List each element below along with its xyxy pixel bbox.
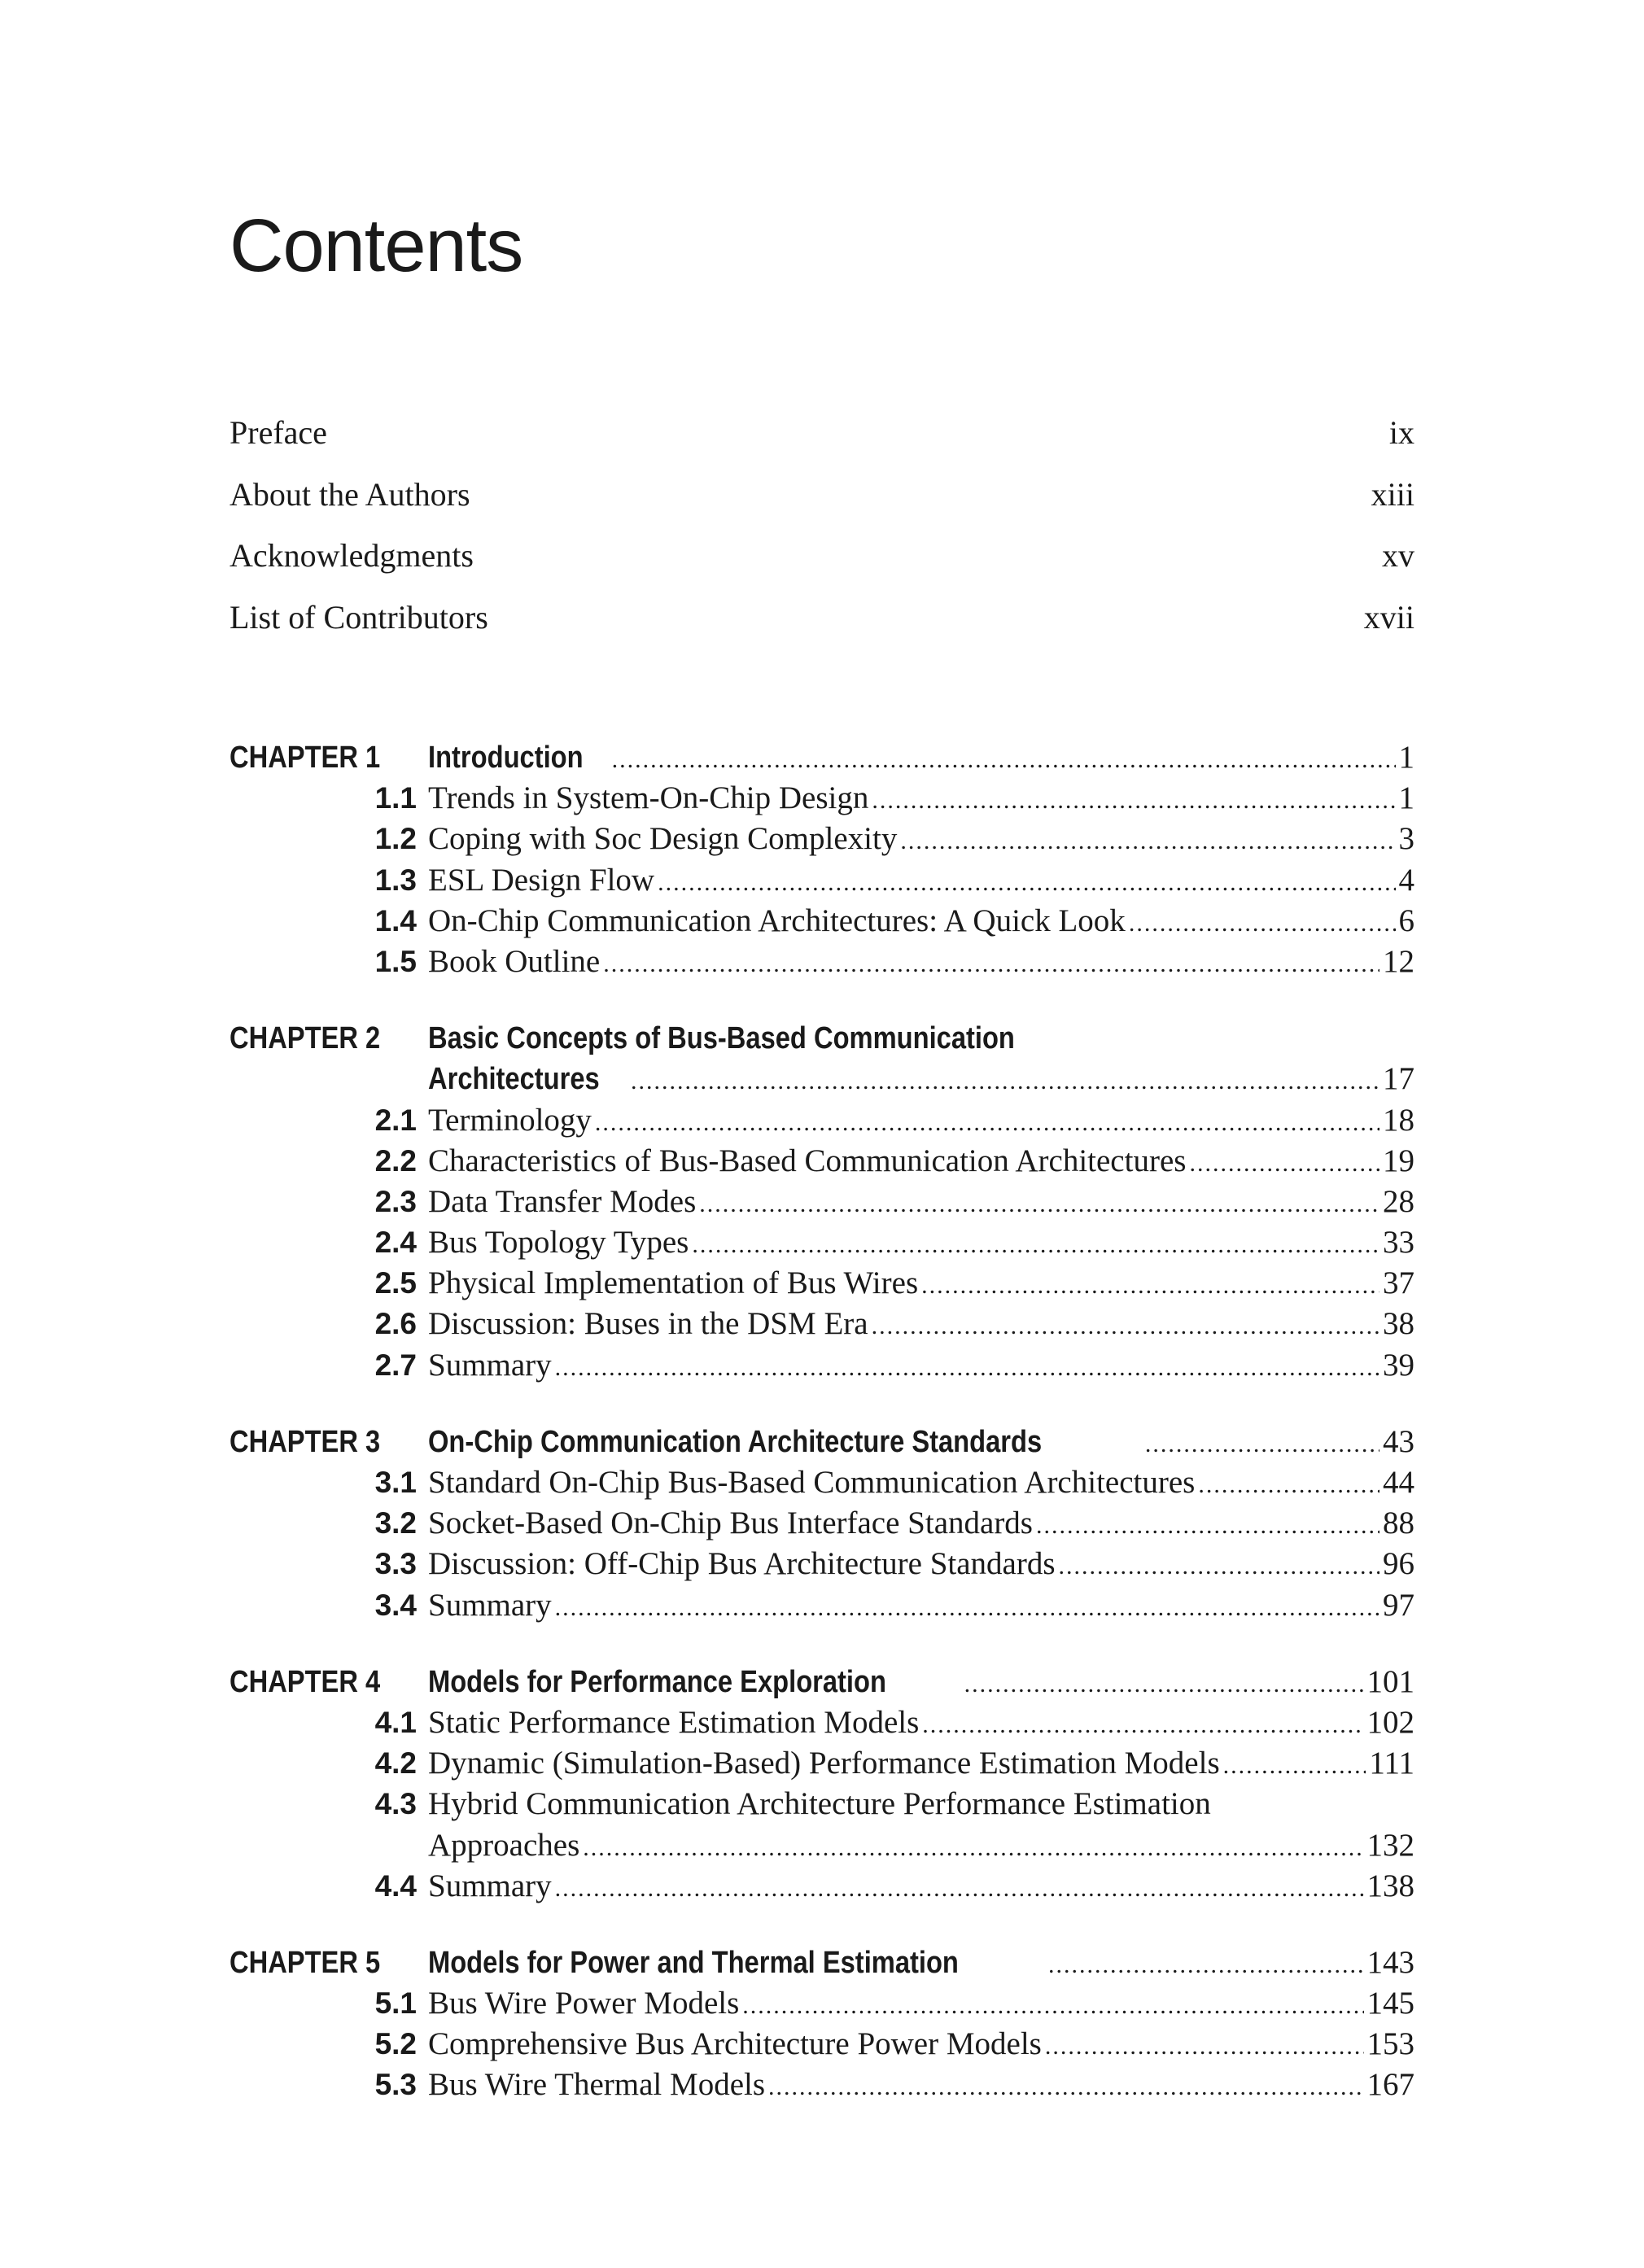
section-entry-continued[interactable] <box>230 1825 1414 1866</box>
section-page: 44 <box>1383 1465 1414 1500</box>
leader-dots <box>603 944 1379 985</box>
section-title: Book Outline <box>428 943 601 979</box>
section-page: 153 <box>1366 2026 1414 2062</box>
chapter-heading-continued[interactable] <box>230 1059 1414 1099</box>
section-title: Summary <box>428 1347 552 1383</box>
chapter-3 <box>230 1422 1414 1626</box>
chapter-page: 17 <box>1383 1061 1414 1097</box>
section-entry[interactable] <box>230 942 1414 982</box>
leader-dots <box>555 1348 1379 1388</box>
section-number: 4.2 <box>374 1746 417 1781</box>
chapter-label: CHAPTER 4 <box>230 1664 381 1699</box>
leader-dots <box>872 1306 1379 1347</box>
chapter-label: CHAPTER 1 <box>230 741 381 775</box>
leader-dots <box>583 1828 1363 1868</box>
section-page: 132 <box>1366 1827 1414 1863</box>
chapter-page: 43 <box>1383 1423 1414 1459</box>
section-number: 2.7 <box>374 1348 417 1382</box>
leader-dots <box>1048 1945 1363 1986</box>
section-title: Coping with Soc Design Complexity <box>428 821 898 857</box>
chapter-5 <box>230 1942 1414 2106</box>
front-matter-entry[interactable] <box>230 536 1414 598</box>
section-page: 145 <box>1366 1986 1414 2021</box>
section-number: 1.3 <box>374 863 417 897</box>
leader-dots <box>742 1986 1363 2026</box>
section-page: 88 <box>1383 1505 1414 1541</box>
section-entry[interactable] <box>230 1983 1414 2024</box>
section-number: 2.5 <box>374 1266 417 1300</box>
entry-page: ix <box>1388 414 1414 451</box>
leader-dots <box>692 1225 1379 1265</box>
section-number: 4.1 <box>374 1705 417 1739</box>
chapter-label: CHAPTER 2 <box>230 1021 381 1056</box>
chapter-title-line-2: Architectures <box>428 1062 600 1097</box>
table-of-contents <box>230 737 1414 2142</box>
section-title: ESL Design Flow <box>428 862 655 898</box>
section-entry[interactable] <box>230 1304 1414 1344</box>
section-page: 37 <box>1383 1265 1414 1301</box>
front-matter-entry[interactable] <box>230 413 1414 475</box>
entry-page: xvii <box>1363 598 1414 636</box>
section-title: Standard On-Chip Bus-Based Communication Architectures <box>428 1465 1196 1500</box>
page-title: Contents <box>230 204 523 287</box>
section-title: Trends in System-On-Chip Design <box>428 780 869 816</box>
section-entry[interactable] <box>230 1462 1414 1503</box>
entry-title: List of Contributors <box>230 598 488 636</box>
leader-dots <box>595 1103 1379 1143</box>
section-entry[interactable] <box>230 1100 1414 1141</box>
section-number: 4.3 <box>374 1787 417 1821</box>
section-page: 12 <box>1383 943 1414 979</box>
leader-dots <box>900 821 1395 862</box>
leader-dots <box>1198 1465 1379 1505</box>
section-title: Characteristics of Bus-Based Communication Architectures <box>428 1143 1187 1178</box>
leader-dots <box>699 1184 1379 1225</box>
chapter-page: 101 <box>1366 1663 1414 1699</box>
section-page: 102 <box>1366 1704 1414 1740</box>
section-title: Comprehensive Bus Architecture Power Models <box>428 2026 1042 2062</box>
chapter-page: 1 <box>1398 740 1414 775</box>
leader-dots <box>658 863 1395 903</box>
section-title: Summary <box>428 1868 552 1903</box>
leader-dots <box>1036 1505 1379 1546</box>
section-entry[interactable] <box>230 1182 1414 1222</box>
chapter-title: Models for Power and Thermal Estimation <box>428 1945 959 1980</box>
section-page: 3 <box>1398 821 1414 857</box>
chapter-title-line-1: Basic Concepts of Bus-Based Communication <box>428 1021 1015 1056</box>
chapter-heading[interactable] <box>230 1018 1414 1059</box>
leader-dots <box>921 1265 1379 1306</box>
chapter-title: On-Chip Communication Architecture Standards <box>428 1424 1043 1459</box>
entry-title: Preface <box>230 414 327 451</box>
section-title: Dynamic (Simulation-Based) Performance Estimation Models <box>428 1746 1220 1781</box>
section-page: 111 <box>1369 1746 1414 1781</box>
leader-dots <box>872 780 1395 821</box>
front-matter-entry[interactable] <box>230 598 1414 660</box>
entry-page: xiii <box>1371 475 1414 513</box>
section-title: Bus Wire Thermal Models <box>428 2067 766 2103</box>
chapter-heading[interactable] <box>230 1422 1414 1462</box>
section-number: 4.4 <box>374 1868 417 1903</box>
section-number: 2.3 <box>374 1184 417 1218</box>
section-number: 2.2 <box>374 1143 417 1178</box>
leader-dots <box>964 1664 1364 1705</box>
section-page: 96 <box>1383 1546 1414 1582</box>
section-title-line-2: Approaches <box>428 1827 580 1863</box>
section-title: Terminology <box>428 1102 592 1138</box>
leader-dots <box>1189 1143 1379 1184</box>
section-title: Discussion: Buses in the DSM Era <box>428 1306 868 1342</box>
section-page: 18 <box>1383 1102 1414 1138</box>
section-page: 97 <box>1383 1587 1414 1623</box>
section-entry[interactable] <box>230 1866 1414 1907</box>
section-page: 38 <box>1383 1306 1414 1342</box>
section-number: 3.4 <box>374 1588 417 1622</box>
leader-dots <box>768 2067 1363 2108</box>
leader-dots <box>1045 2026 1364 2067</box>
section-page: 39 <box>1383 1347 1414 1383</box>
chapter-label: CHAPTER 3 <box>230 1424 381 1459</box>
chapter-label: CHAPTER 5 <box>230 1945 381 1980</box>
front-matter-entry[interactable] <box>230 475 1414 537</box>
leader-dots <box>612 740 1396 780</box>
chapter-heading[interactable] <box>230 1942 1414 1983</box>
section-entry[interactable] <box>230 1263 1414 1304</box>
section-page: 138 <box>1366 1868 1414 1903</box>
section-number: 5.3 <box>374 2068 417 2102</box>
entry-title: About the Authors <box>230 475 470 513</box>
section-entry[interactable] <box>230 1702 1414 1743</box>
leader-dots <box>1145 1424 1379 1465</box>
section-number: 2.1 <box>374 1103 417 1137</box>
entry-page: xv <box>1382 537 1414 574</box>
section-page: 4 <box>1398 862 1414 898</box>
section-number: 5.1 <box>374 1986 417 2021</box>
section-page: 167 <box>1366 2067 1414 2103</box>
front-matter-list <box>230 413 1414 659</box>
section-title: Static Performance Estimation Models <box>428 1704 920 1740</box>
section-title: Discussion: Off-Chip Bus Architecture Standards <box>428 1546 1056 1582</box>
chapter-4 <box>230 1662 1414 1907</box>
section-entry[interactable] <box>230 1345 1414 1386</box>
section-number: 1.5 <box>374 944 417 978</box>
chapter-heading[interactable] <box>230 737 1414 778</box>
leader-dots <box>631 1061 1379 1102</box>
section-number: 1.2 <box>374 822 417 856</box>
section-page: 33 <box>1383 1225 1414 1261</box>
section-entry[interactable] <box>230 1222 1414 1263</box>
section-title: Bus Topology Types <box>428 1225 689 1261</box>
section-number: 2.4 <box>374 1226 417 1260</box>
chapter-heading[interactable] <box>230 1662 1414 1702</box>
leader-dots <box>555 1588 1379 1628</box>
leader-dots <box>1059 1546 1379 1587</box>
chapter-page: 143 <box>1366 1944 1414 1980</box>
section-number: 2.6 <box>374 1307 417 1341</box>
leader-dots <box>922 1705 1363 1746</box>
section-number: 3.2 <box>374 1506 417 1540</box>
section-title: Physical Implementation of Bus Wires <box>428 1265 919 1301</box>
chapter-title: Models for Performance Exploration <box>428 1664 886 1699</box>
chapter-2 <box>230 1018 1414 1386</box>
leader-dots <box>1223 1746 1366 1786</box>
section-entry[interactable] <box>230 2065 1414 2105</box>
section-entry[interactable] <box>230 1544 1414 1584</box>
entry-title: Acknowledgments <box>230 537 474 574</box>
section-number: 3.3 <box>374 1547 417 1581</box>
section-page: 19 <box>1383 1143 1414 1178</box>
section-entry[interactable] <box>230 1585 1414 1626</box>
section-entry[interactable] <box>230 778 1414 819</box>
section-title-line-1: Hybrid Communication Architecture Performance Estimation <box>428 1786 1211 1822</box>
section-title: Socket-Based On-Chip Bus Interface Standards <box>428 1505 1033 1541</box>
section-entry[interactable] <box>230 860 1414 901</box>
section-number: 5.2 <box>374 2027 417 2061</box>
section-page: 6 <box>1398 902 1414 938</box>
leader-dots <box>555 1868 1364 1909</box>
section-entry[interactable] <box>230 1784 1414 1824</box>
section-page: 1 <box>1398 780 1414 816</box>
section-number: 3.1 <box>374 1466 417 1499</box>
section-title: Summary <box>428 1587 552 1623</box>
chapter-1 <box>230 737 1414 982</box>
section-entry[interactable] <box>230 1503 1414 1544</box>
section-title: Data Transfer Modes <box>428 1183 697 1219</box>
section-entry[interactable] <box>230 819 1414 859</box>
section-title: Bus Wire Power Models <box>428 1986 740 2021</box>
section-number: 1.1 <box>374 781 417 815</box>
section-entry[interactable] <box>230 901 1414 942</box>
section-title: On-Chip Communication Architectures: A Quick Look <box>428 902 1126 938</box>
section-entry[interactable] <box>230 1141 1414 1182</box>
chapter-title: Introduction <box>428 741 584 775</box>
leader-dots <box>1129 903 1396 944</box>
section-entry[interactable] <box>230 1743 1414 1784</box>
section-number: 1.4 <box>374 903 417 937</box>
section-page: 28 <box>1383 1183 1414 1219</box>
section-entry[interactable] <box>230 2024 1414 2065</box>
